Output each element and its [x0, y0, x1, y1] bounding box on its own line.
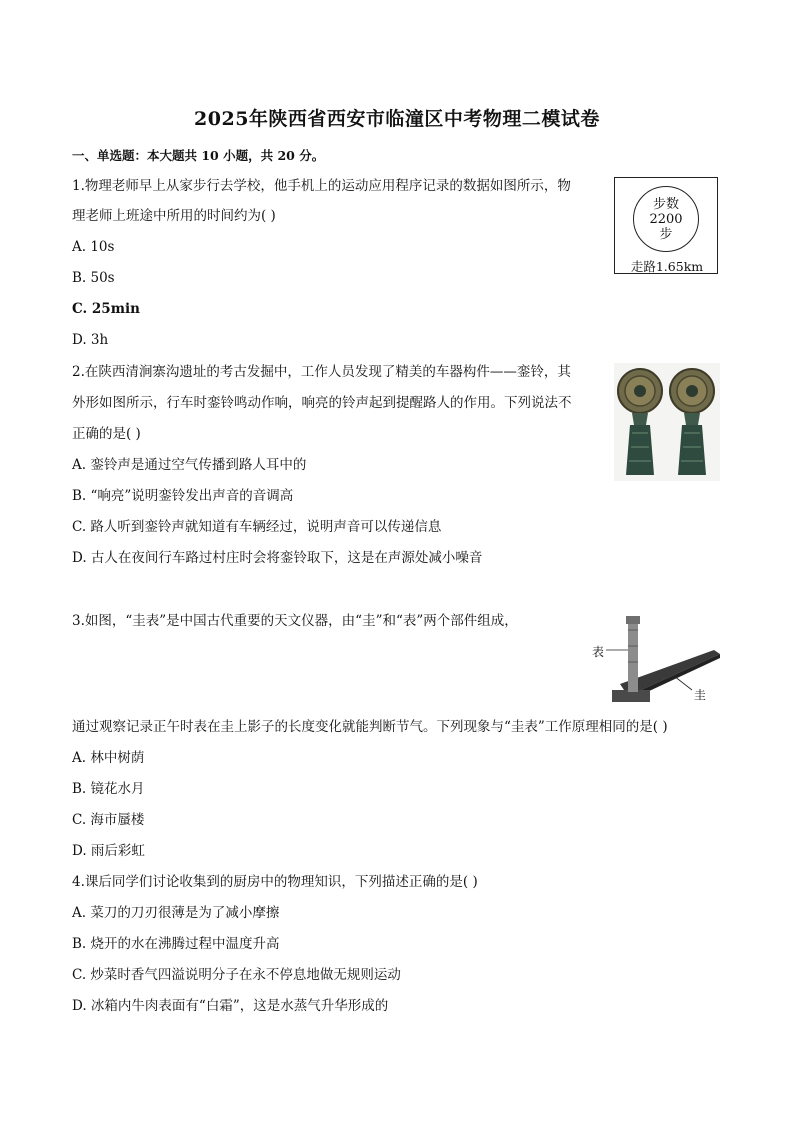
q3-line-1: 3.如图，“圭表”是中国古代重要的天文仪器，由“圭”和“表”两个部件组成， [72, 613, 518, 629]
q3-option-c: C. 海市蜃楼 [72, 812, 145, 828]
step-value: 2200 [649, 212, 683, 227]
q1-line-2: 理老师上班途中所用的时间约为( ) [72, 208, 276, 224]
q3-line-2: 通过观察记录正午时表在圭上影子的长度变化就能判断节气。下列现象与“圭表”工作原理相同的是( ) [72, 719, 668, 735]
q4-option-c: C. 炒菜时香气四溢说明分子在永不停息地做无规则运动 [72, 967, 401, 983]
section-heading: 一、单选题：本大题共 10 小题，共 20 分。 [72, 148, 325, 163]
gui-label: 圭 [694, 688, 707, 702]
step-unit: 步 [659, 227, 673, 242]
q1-option-b: B. 50s [72, 270, 115, 286]
q4-option-a: A. 菜刀的刀刃很薄是为了减小摩擦 [72, 905, 280, 921]
q3-option-b: B. 镜花水月 [72, 781, 145, 797]
q3-option-a: A. 林中树荫 [72, 750, 145, 766]
q2-line-2: 外形如图所示，行车时銮铃鸣动作响，响亮的铃声起到提醒路人的作用。下列说法不 [72, 395, 572, 411]
step-count-circle [633, 186, 699, 252]
q4-option-b: B. 烧开的水在沸腾过程中温度升高 [72, 936, 280, 952]
q3-option-d: D. 雨后彩虹 [72, 843, 145, 859]
q4-line-1: 4.课后同学们讨论收集到的厨房中的物理知识，下列描述正确的是( ) [72, 874, 478, 890]
q2-option-d: D. 古人在夜间行车路过村庄时会将銮铃取下，这是在声源处减小噪音 [72, 550, 483, 566]
q2-line-1: 2.在陕西清涧寨沟遗址的考古发掘中，工作人员发现了精美的车器构件——銮铃，其 [72, 364, 571, 380]
page-title: 2025年陕西省西安市临潼区中考物理二模试卷 [194, 108, 600, 130]
q1-line-1: 1.物理老师早上从家步行去学校，他手机上的运动应用程序记录的数据如图所示，物 [72, 178, 571, 194]
distance-caption: 走路1.65km [630, 259, 704, 274]
luanling-bells-image [614, 363, 720, 481]
step-label: 步数 [652, 197, 679, 212]
step-counter-figure [614, 177, 718, 274]
q2-option-c: C. 路人听到銮铃声就知道有车辆经过，说明声音可以传递信息 [72, 519, 442, 535]
q2-option-a: A. 銮铃声是通过空气传播到路人耳中的 [72, 457, 307, 473]
q1-option-d: D. 3h [72, 332, 109, 348]
guibiao-figure [588, 612, 722, 707]
biao-label: 表 [592, 645, 605, 659]
q1-option-a: A. 10s [72, 239, 115, 255]
q1-option-c: C. 25min [72, 301, 140, 317]
q2-line-3: 正确的是( ) [72, 426, 141, 442]
q4-option-d: D. 冰箱内牛肉表面有“白霜”，这是水蒸气升华形成的 [72, 998, 389, 1014]
q2-option-b: B. “响亮”说明銮铃发出声音的音调高 [72, 488, 294, 504]
